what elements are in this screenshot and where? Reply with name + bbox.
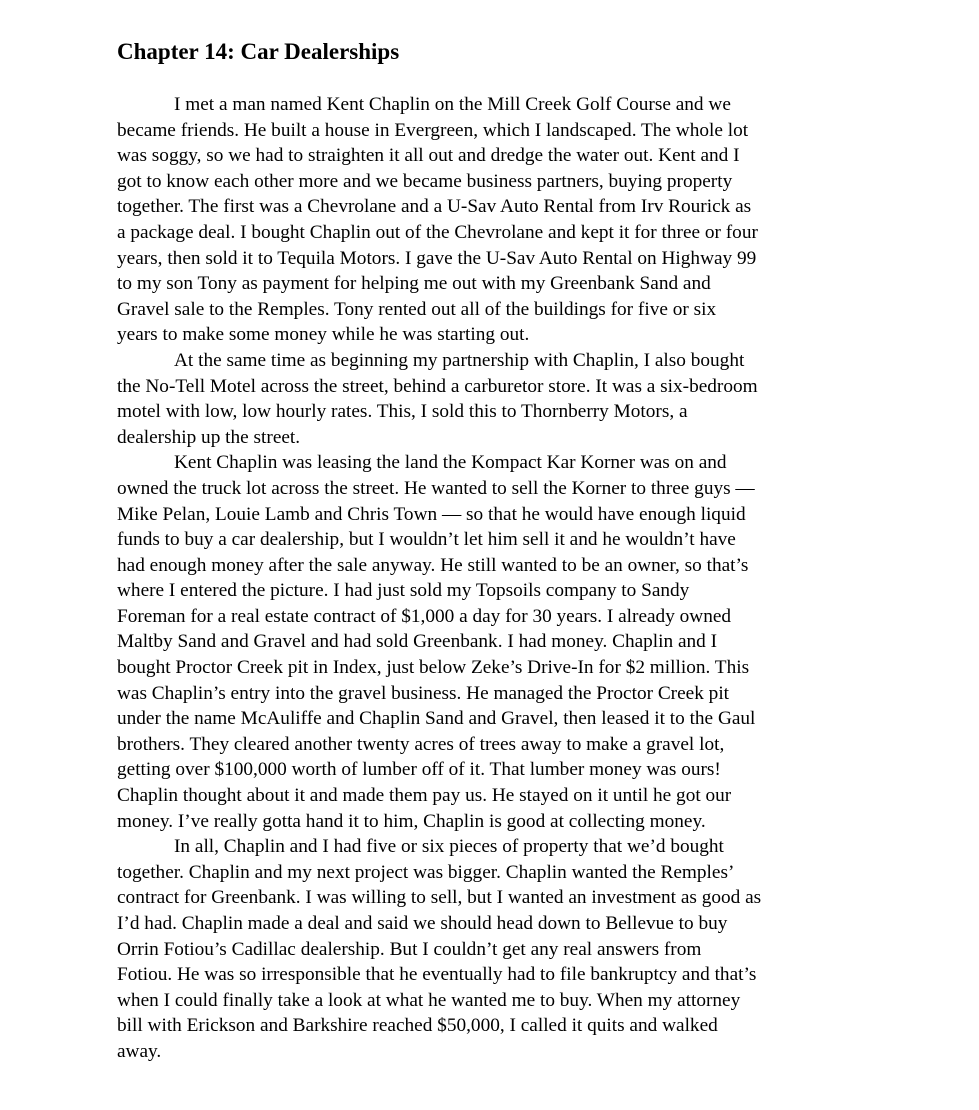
text-line: Foreman for a real estate contract of $1,000 a day for 30 years. I already owned <box>117 605 732 627</box>
text-line: where I entered the picture. I had just sold my Topsoils company to Sandy <box>117 580 690 602</box>
text-line: away. <box>117 1040 162 1062</box>
text-line: bought Proctor Creek pit in Index, just below Zeke’s Drive-In for $2 million. This <box>117 657 750 679</box>
text-line: together. Chaplin and my next project was bigger. Chaplin wanted the Remples’ <box>117 861 735 883</box>
text-line: I met a man named Kent Chaplin on the Mill Creek Golf Course and we <box>174 94 731 115</box>
text-line: years, then sold it to Tequila Motors. I gave the U-Sav Auto Rental on Highway 99 <box>117 247 757 269</box>
text-line: the No-Tell Motel across the street, behind a carburetor store. It was a six-bedroom <box>117 375 758 397</box>
paragraph <box>117 834 869 1064</box>
paragraph <box>117 92 869 348</box>
text-line: owned the truck lot across the street. He wanted to sell the Korner to three guys — <box>117 477 755 499</box>
text-line: years to make some money while he was starting out. <box>117 324 530 346</box>
paragraph <box>117 348 869 450</box>
text-line: a package deal. I bought Chaplin out of the Chevrolane and kept it for three or four <box>117 221 758 243</box>
text-line: became friends. He built a house in Evergreen, which I landscaped. The whole lot <box>117 119 749 141</box>
text-line: bill with Erickson and Barkshire reached $50,000, I called it quits and walked <box>117 1015 718 1037</box>
text-line: funds to buy a car dealership, but I wouldn’t let him sell it and he wouldn’t have <box>117 529 736 551</box>
text-line: brothers. They cleared another twenty acres of trees away to make a gravel lot, <box>117 733 725 755</box>
text-line: together. The first was a Chevrolane and a U-Sav Auto Rental from Irv Rourick as <box>117 196 752 218</box>
chapter-body <box>117 92 869 1065</box>
text-line: In all, Chaplin and I had five or six pieces of property that we’d bought <box>174 836 724 858</box>
text-line: I’d had. Chaplin made a deal and said we should head down to Bellevue to buy <box>117 913 728 934</box>
text-line: under the name McAuliffe and Chaplin Sand and Gravel, then leased it to the Gaul <box>117 708 756 730</box>
text-line: dealership up the street. <box>117 426 301 448</box>
paragraph <box>117 450 869 834</box>
text-line: Maltby Sand and Gravel and had sold Greenbank. I had money. Chaplin and I <box>117 631 718 653</box>
text-line: Chaplin thought about it and made them pay us. He stayed on it until he got our <box>117 785 732 807</box>
document-page <box>117 37 869 1065</box>
text-line: had enough money after the sale anyway. He still wanted to be an owner, so that’s <box>117 554 749 576</box>
text-line: was soggy, so we had to straighten it all out and dredge the water out. Kent and I <box>117 145 740 167</box>
text-line: Gravel sale to the Remples. Tony rented out all of the buildings for five or six <box>117 298 717 320</box>
text-line: motel with low, low hourly rates. This, I sold this to Thornberry Motors, a <box>117 401 688 423</box>
text-line: Mike Pelan, Louie Lamb and Chris Town — so that he would have enough liquid <box>117 503 746 525</box>
chapter-title: Chapter 14: Car Dealerships <box>117 39 400 64</box>
text-line: Orrin Fotiou’s Cadillac dealership. But I couldn’t get any real answers from <box>117 938 702 960</box>
text-line: contract for Greenbank. I was willing to sell, but I wanted an investment as good as <box>117 887 762 909</box>
text-line: Kent Chaplin was leasing the land the Kompact Kar Korner was on and <box>174 452 727 474</box>
text-line: getting over $100,000 worth of lumber off of it. That lumber money was ours! <box>117 759 721 781</box>
text-line: got to know each other more and we became business partners, buying property <box>117 170 733 192</box>
text-line: to my son Tony as payment for helping me out with my Greenbank Sand and <box>117 273 711 295</box>
text-line: money. I’ve really gotta hand it to him, Chaplin is good at collecting money. <box>117 810 706 832</box>
text-line: At the same time as beginning my partnership with Chaplin, I also bought <box>174 349 745 371</box>
text-line: Fotiou. He was so irresponsible that he eventually had to file bankruptcy and that’s <box>117 964 757 986</box>
text-line: was Chaplin’s entry into the gravel business. He managed the Proctor Creek pit <box>117 682 730 704</box>
text-line: when I could finally take a look at what he wanted me to buy. When my attorney <box>117 989 741 1011</box>
